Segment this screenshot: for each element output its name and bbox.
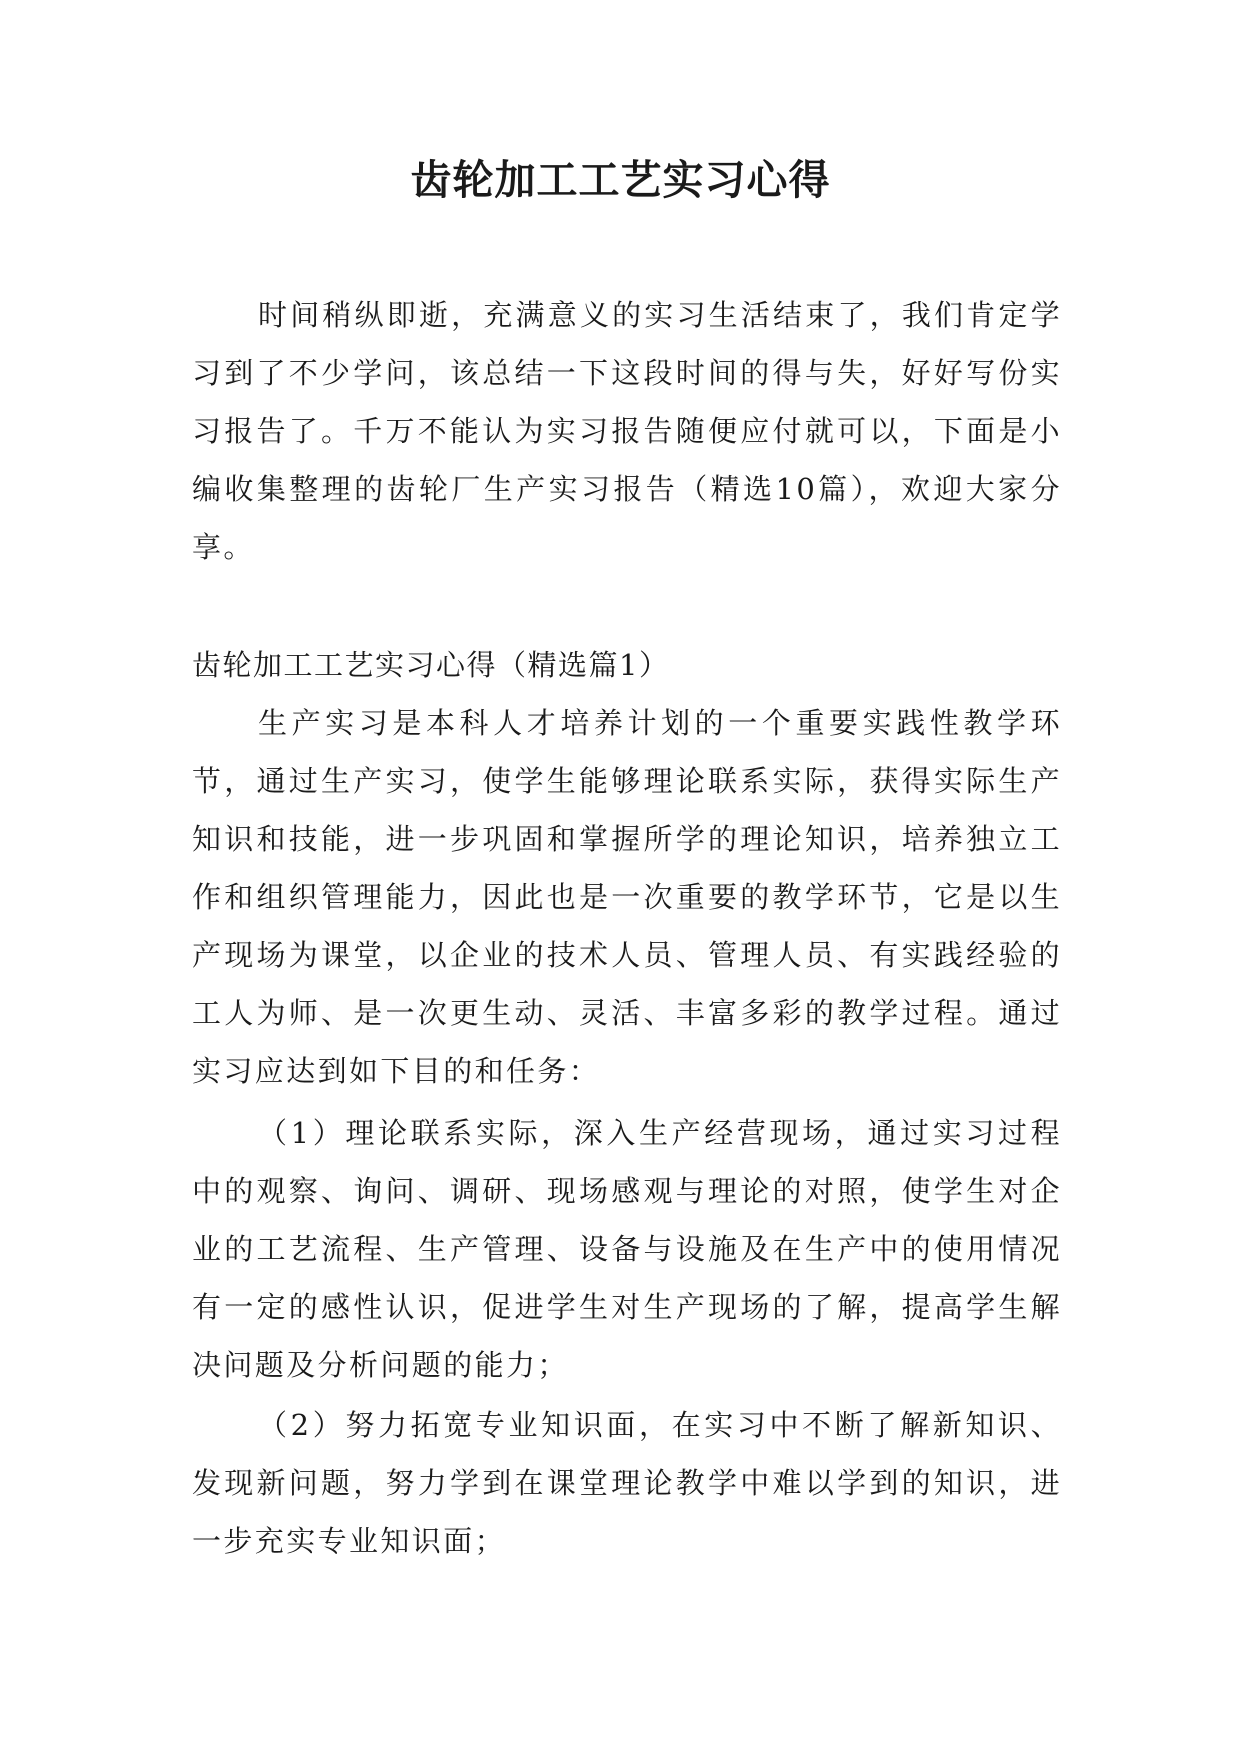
body-paragraph: （2）努力拓宽专业知识面，在实习中不断了解新知识、发现新问题，努力学到在课堂理论教学中难以学到的知识，进一步充实专业知识面； (192, 1408, 1062, 1558)
document-title: 齿轮加工工艺实习心得 (410, 156, 831, 204)
body-paragraph: 生产实习是本科人才培养计划的一个重要实践性教学环节，通过生产实习，使学生能够理论联系实际，获得实际生产知识和技能，进一步巩固和掌握所学的理论知识，培养独立工作和组织管理能力，因此也是一次重要的教学环节，它是以生产现场为课堂，以企业的技术人员、管理人员、有实践经验的工人为师、是一次更生动、灵活、丰富多彩的教学过程。通过实习应达到如下目的和任务： (192, 706, 1062, 1088)
section-heading: 齿轮加工工艺实习心得（精选篇1） (192, 648, 670, 682)
body-paragraph: （1）理论联系实际，深入生产经营现场，通过实习过程中的观察、询问、调研、现场感观与理论的对照，使学生对企业的工艺流程、生产管理、设备与设施及在生产中的使用情况有一定的感性认识，促进学生对生产现场的了解，提高学生解决问题及分析问题的能力； (192, 1116, 1062, 1382)
intro-paragraph: 时间稍纵即逝，充满意义的实习生活结束了，我们肯定学习到了不少学问，该总结一下这段时间的得与失，好好写份实习报告了。千万不能认为实习报告随便应付就可以，下面是小编收集整理的齿轮厂生产实习报告（精选10篇），欢迎大家分享。 (192, 298, 1062, 564)
